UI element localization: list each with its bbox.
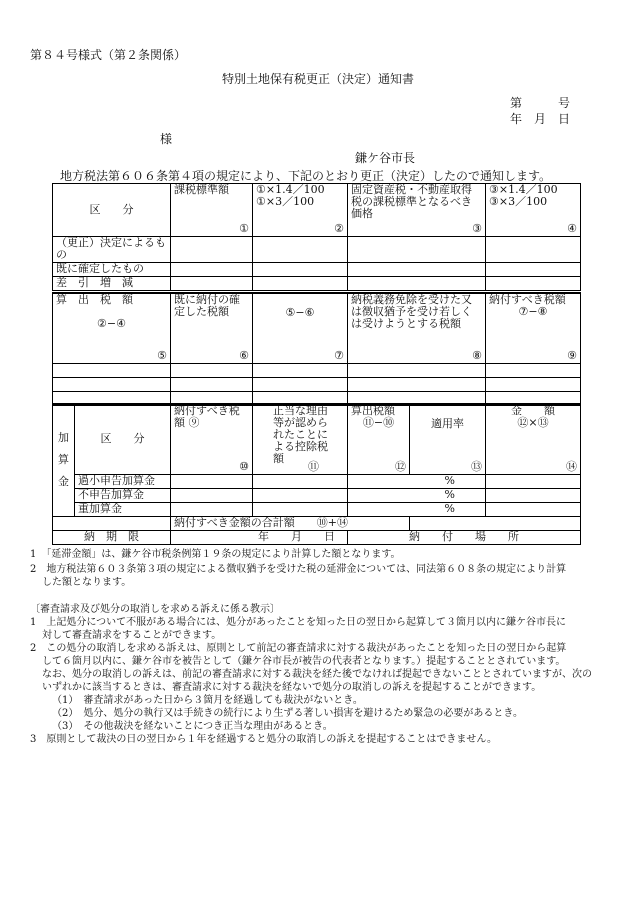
table-cell xyxy=(253,277,348,291)
intro-text: 地方税法第６０６条第４項の規定により、下記のとおり更正（決定）したので通知します。 xyxy=(60,169,552,183)
appeal-item-2: （2） 処分、処分の執行又は手続きの続行により生ずる著しい損害を避けるため緊急の必要があるとき。 xyxy=(52,708,523,719)
due-label: 納 期 限 xyxy=(53,530,171,544)
due-date: 年 月 日 xyxy=(171,530,348,544)
assessment-table xyxy=(52,183,581,291)
additional-tax-table xyxy=(52,403,581,545)
percent-cell: % xyxy=(348,488,486,502)
header-calculated-tax: 算出税額 ⑪−⑩ ⑫ xyxy=(348,404,410,474)
header-confirmed-tax: 既に納付の確定した税額 ⑥ xyxy=(171,293,253,363)
table-cell xyxy=(171,277,253,291)
row-label: （更正）決定によるもの xyxy=(53,237,171,263)
header-rate-1: ①×1.4／100 ①×3／100 ② xyxy=(253,184,348,237)
table-cell xyxy=(171,474,253,488)
appeal-item-1: （1） 審査請求があった日から３箇月を経過しても裁決がないとき。 xyxy=(52,695,363,706)
table-cell xyxy=(171,502,253,516)
appeal-1: 1 上記処分について不服がある場合には、処分があったことを知った日の翌日から起算して３箇月以内に鎌ケ谷市長に xyxy=(30,617,567,628)
payment-place-label: 納 付 場 所 xyxy=(348,530,581,544)
table-cell xyxy=(253,363,348,377)
table-cell xyxy=(486,263,581,277)
table-cell xyxy=(171,488,253,502)
appeal-2-cont: して６箇月以内に、鎌ケ谷市を被告として（鎌ケ谷市長が被告の代表者となります。）提起することとされています。 xyxy=(42,656,566,667)
appeal-title: 〔審査請求及び処分の取消しを求める訴えに係る教示〕 xyxy=(30,604,280,615)
table-cell xyxy=(348,263,486,277)
header-kubun: 区 分 xyxy=(75,404,171,474)
appeal-2-cont: なお、処分の取消しの訴えは、前記の審査請求に対する裁決を経た後でなければ提起できないこととされていますが、次の xyxy=(42,669,592,680)
table-cell xyxy=(348,377,486,391)
table-cell xyxy=(53,377,171,391)
addressee-suffix: 様 xyxy=(160,132,173,146)
table-cell xyxy=(486,474,581,488)
table-cell xyxy=(253,474,348,488)
row-label: 重加算金 xyxy=(75,502,171,516)
table-cell xyxy=(253,502,348,516)
appeal-2-cont: いずれかに該当するときは、審査請求に対する裁決を経ないで処分の取消しの訴えを提起することができます。 xyxy=(42,682,542,693)
appeal-3: 3 原則として裁決の日の翌日から１年を経過すると処分の取消しの訴えを提起することはできません。 xyxy=(30,734,497,745)
header-tax-base: 課税標準額 ① xyxy=(171,184,253,237)
appeal-2: 2 この処分の取消しを求める訴えは、原則として前記の審査請求に対する裁決があったことを知った日の翌日から起算 xyxy=(30,643,567,654)
form-number: 第８４号様式（第２条関係） xyxy=(30,48,187,62)
document-title: 特別土地保有税更正（決定）通知書 xyxy=(222,72,415,86)
side-label: 加 算 金 xyxy=(53,404,75,516)
table-cell xyxy=(53,516,171,530)
table-cell xyxy=(486,237,581,263)
table-cell xyxy=(253,377,348,391)
tax-amount-table xyxy=(52,292,581,406)
table-cell xyxy=(486,377,581,391)
header-assessed-price: 固定資産税・不動産取得税の課税標準となるべき価格 ③ xyxy=(348,184,486,237)
header-exempt-tax: 納税義務免除を受けた又は徴収猶予を受け若しくは受けようとする税額 ⑧ xyxy=(348,293,486,363)
row-label: 既に確定したもの xyxy=(53,263,171,277)
issuer: 鎌ケ谷市長 xyxy=(355,151,416,165)
table-cell xyxy=(486,363,581,377)
notes-section xyxy=(30,548,605,589)
row-label: 不申告加算金 xyxy=(75,488,171,502)
note-1: 1 「延滞金額」は、鎌ケ谷市税条例第１９条の規定により計算した額となります。 xyxy=(30,549,401,560)
table-cell xyxy=(348,237,486,263)
table-cell xyxy=(486,502,581,516)
table-cell xyxy=(486,488,581,502)
percent-cell: % xyxy=(348,502,486,516)
table-cell xyxy=(486,277,581,291)
appeal-section xyxy=(30,603,605,746)
header-difference: ⑤−⑥ ⑦ xyxy=(253,293,348,363)
header-payable-tax: 納付すべき税額 ⑦−⑧ ⑨ xyxy=(486,293,581,363)
header-rate: 適用率 ⑬ xyxy=(410,404,486,474)
reference-number: 第 号 xyxy=(510,96,571,110)
row-label: 差 引 増 減 xyxy=(53,277,171,291)
appeal-1-cont: 対して審査請求をすることができます。 xyxy=(42,630,222,641)
note-2-cont: した額となります。 xyxy=(42,577,132,588)
header-rate-2: ③×1.4／100 ③×3／100 ④ xyxy=(486,184,581,237)
total-label: 納付すべき金額の合計額 ⑩+⑭ xyxy=(171,516,410,530)
percent-cell: % xyxy=(348,474,486,488)
table-cell xyxy=(253,488,348,502)
issue-date: 年 月 日 xyxy=(510,112,571,126)
header-amount: 金 額 ⑫×⑬ ⑭ xyxy=(486,404,581,474)
header-kubun: 区 分 xyxy=(53,184,171,237)
table-cell xyxy=(171,377,253,391)
note-2: 2 地方税法第６０３条第３項の規定による徴収猶予を受けた税の延滞金については、同法第６０８条の規定により計算 xyxy=(30,564,567,575)
total-amount xyxy=(410,516,581,530)
table-cell xyxy=(348,277,486,291)
table-cell xyxy=(253,263,348,277)
header-deduction: 正当な理由等が認められたことによる控除税額 ⑪ xyxy=(253,404,348,474)
header-payable-tax: 納付すべき税額 ⑨ ⑩ xyxy=(171,404,253,474)
header-calculated-tax: 算 出 税 額 ②−④ ⑤ xyxy=(53,293,171,363)
table-cell xyxy=(171,363,253,377)
table-cell xyxy=(253,237,348,263)
appeal-item-3: （3） その他裁決を経ないことにつき正当な理由があるとき。 xyxy=(52,721,333,732)
table-cell xyxy=(53,363,171,377)
table-cell xyxy=(171,237,253,263)
table-cell xyxy=(171,263,253,277)
table-cell xyxy=(348,363,486,377)
row-label: 過小申告加算金 xyxy=(75,474,171,488)
